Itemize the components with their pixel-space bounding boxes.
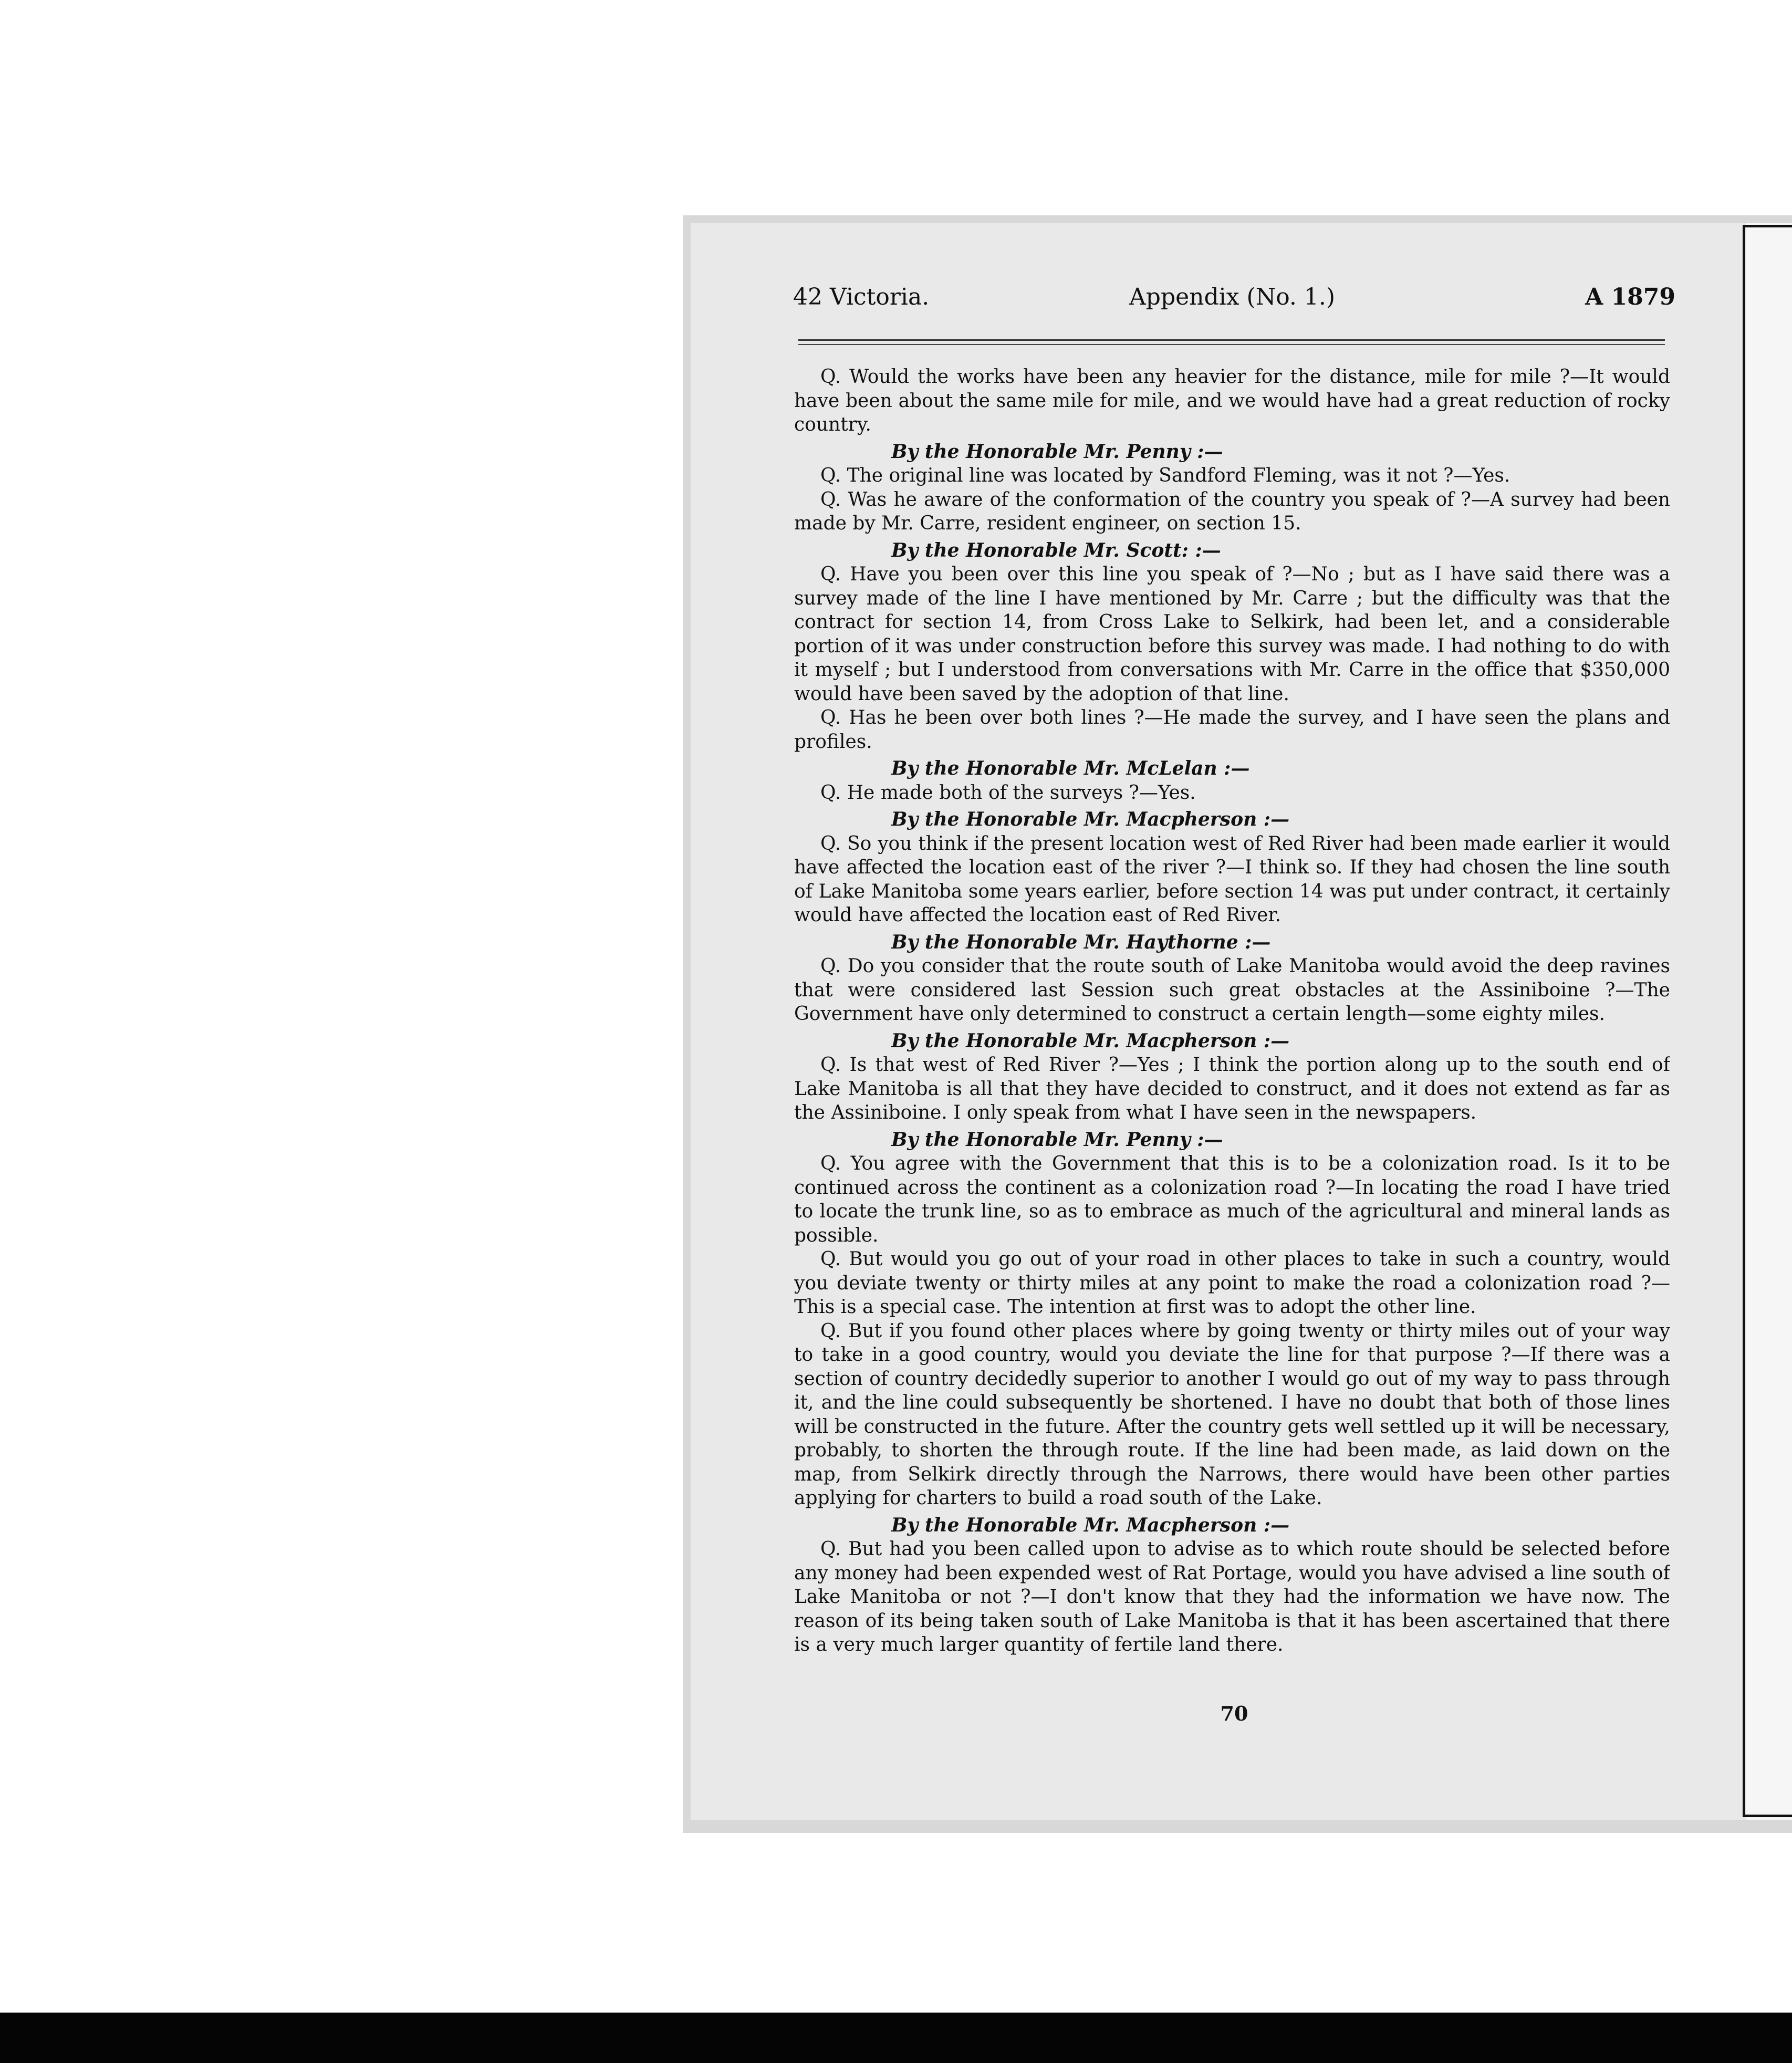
speaker-heading: By the Honorable Mr. Haythorne :— [891,931,1271,953]
speaker-heading: By the Honorable Mr. McLelan :— [891,757,1250,779]
paragraph: Q. Has he been over both lines ?—He made the survey, and I have seen the plans and profiles. [794,707,1670,753]
paragraph: Q. Have you been over this line you speak of ?—No ; but as I have said there was a survey made of the line I have mentioned by Mr. Carre ; but the difficulty was that the contract for section 14, from Cross Lake to Selkirk, had been let, and a considerable portion of it was under construction before this survey was made. I had nothing to do with it myself ; but I understood from conversations with Mr. Carre in the office that $350,000 would have been saved by the adoption of that line. [794,564,1670,705]
paragraph: Q. Do you consider that the route south of Lake Manitoba would avoid the deep ravines that were considered last Session such great obstacles at the Assiniboine ?—The Government have only determined to construct a certain length—some eighty miles. [794,955,1670,1025]
header-rule [798,339,1665,345]
paragraph: Q. But if you found other places where by going twenty or thirty miles out of your way to take in a good country, would you deviate the line for that purpose ?—If there was a section of country decidedly superior to another I would go out of my way to pass through it, and the line could subsequently be shortened. I have no doubt that both of those lines will be constructed in the future. After the country gets well settled up it will be necessary, probably, to shorten the through route. If the line had been made, as laid down on the map, from Selkirk directly through the Narrows, there would have been other parties applying for charters to build a road south of the Lake. [794,1320,1670,1509]
adjacent-page-vertical-rule [1743,226,1745,1815]
adjacent-page-bottom-rule [1743,1815,1792,1817]
body-text [794,365,1670,1710]
page-number: 70 [1220,1702,1248,1725]
paragraph: Q. The original line was located by Sandford Fleming, was it not ?—Yes. [820,465,1510,486]
speaker-heading: By the Honorable Mr. Macpherson :— [891,1029,1290,1052]
paragraph: Q. Would the works have been any heavier for the distance, mile for mile ?—It would have been about the same mile for mile, and we would have had a great reduction of rocky country. [794,366,1670,435]
header-center: Appendix (No. 1.) [1129,284,1336,310]
paragraph: Q. But would you go out of your road in other places to take in such a country, would you deviate twenty or thirty miles at any point to make the road a colonization road ?—This is a special case. The intention at first was to adopt the other line. [794,1248,1670,1318]
adjacent-page-strip [1746,223,1792,1820]
speaker-heading: By the Honorable Mr. Scott: :— [891,539,1221,561]
header-right: A 1879 [1585,284,1675,310]
page-header [793,284,1675,313]
header-left: 42 Victoria. [793,284,930,310]
speaker-heading: By the Honorable Mr. Macpherson :— [891,1514,1290,1536]
speaker-heading: By the Honorable Mr. Penny :— [891,1128,1223,1151]
paragraph: Q. So you think if the present location west of Red River had been made earlier it would have affected the location east of the river ?—I think so. If they had chosen the line south of Lake Manitoba some years earlier, before section 14 was put under contract, it certainly would have affected the location east of Red River. [794,832,1670,926]
speaker-heading: By the Honorable Mr. Macpherson :— [891,808,1290,830]
paragraph: Q. Is that west of Red River ?—Yes ; I think the portion along up to the south end of Lake Manitoba is all that they have decided to construct, and it does not extend as far as the Assiniboine. I only speak from what I have seen in the newspapers. [794,1054,1670,1123]
scan-bottom-border [0,2013,1792,2063]
speaker-heading: By the Honorable Mr. Penny :— [891,440,1223,463]
paragraph: Q. You agree with the Government that this is to be a colonization road. Is it to be continued across the continent as a colonization road ?—In locating the road I have tried to locate the trunk line, so as to embrace as much of the agricultural and mineral lands as possible. [794,1153,1670,1246]
adjacent-page-top-rule [1743,225,1792,227]
paragraph: Q. He made both of the surveys ?—Yes. [820,782,1196,804]
paragraph: Q. Was he aware of the conformation of the country you speak of ?—A survey had been made by Mr. Carre, resident engineer, on section 15. [794,488,1670,534]
paragraph: Q. But had you been called upon to advise as to which route should be selected before any money had been expended west of Rat Portage, would you have advised a line south of Lake Manitoba or not ?—I don't know that they had the information we have now. The reason of its being taken south of Lake Manitoba is that it has been ascertained that there is a very much larger quantity of fertile land there. [794,1538,1670,1655]
